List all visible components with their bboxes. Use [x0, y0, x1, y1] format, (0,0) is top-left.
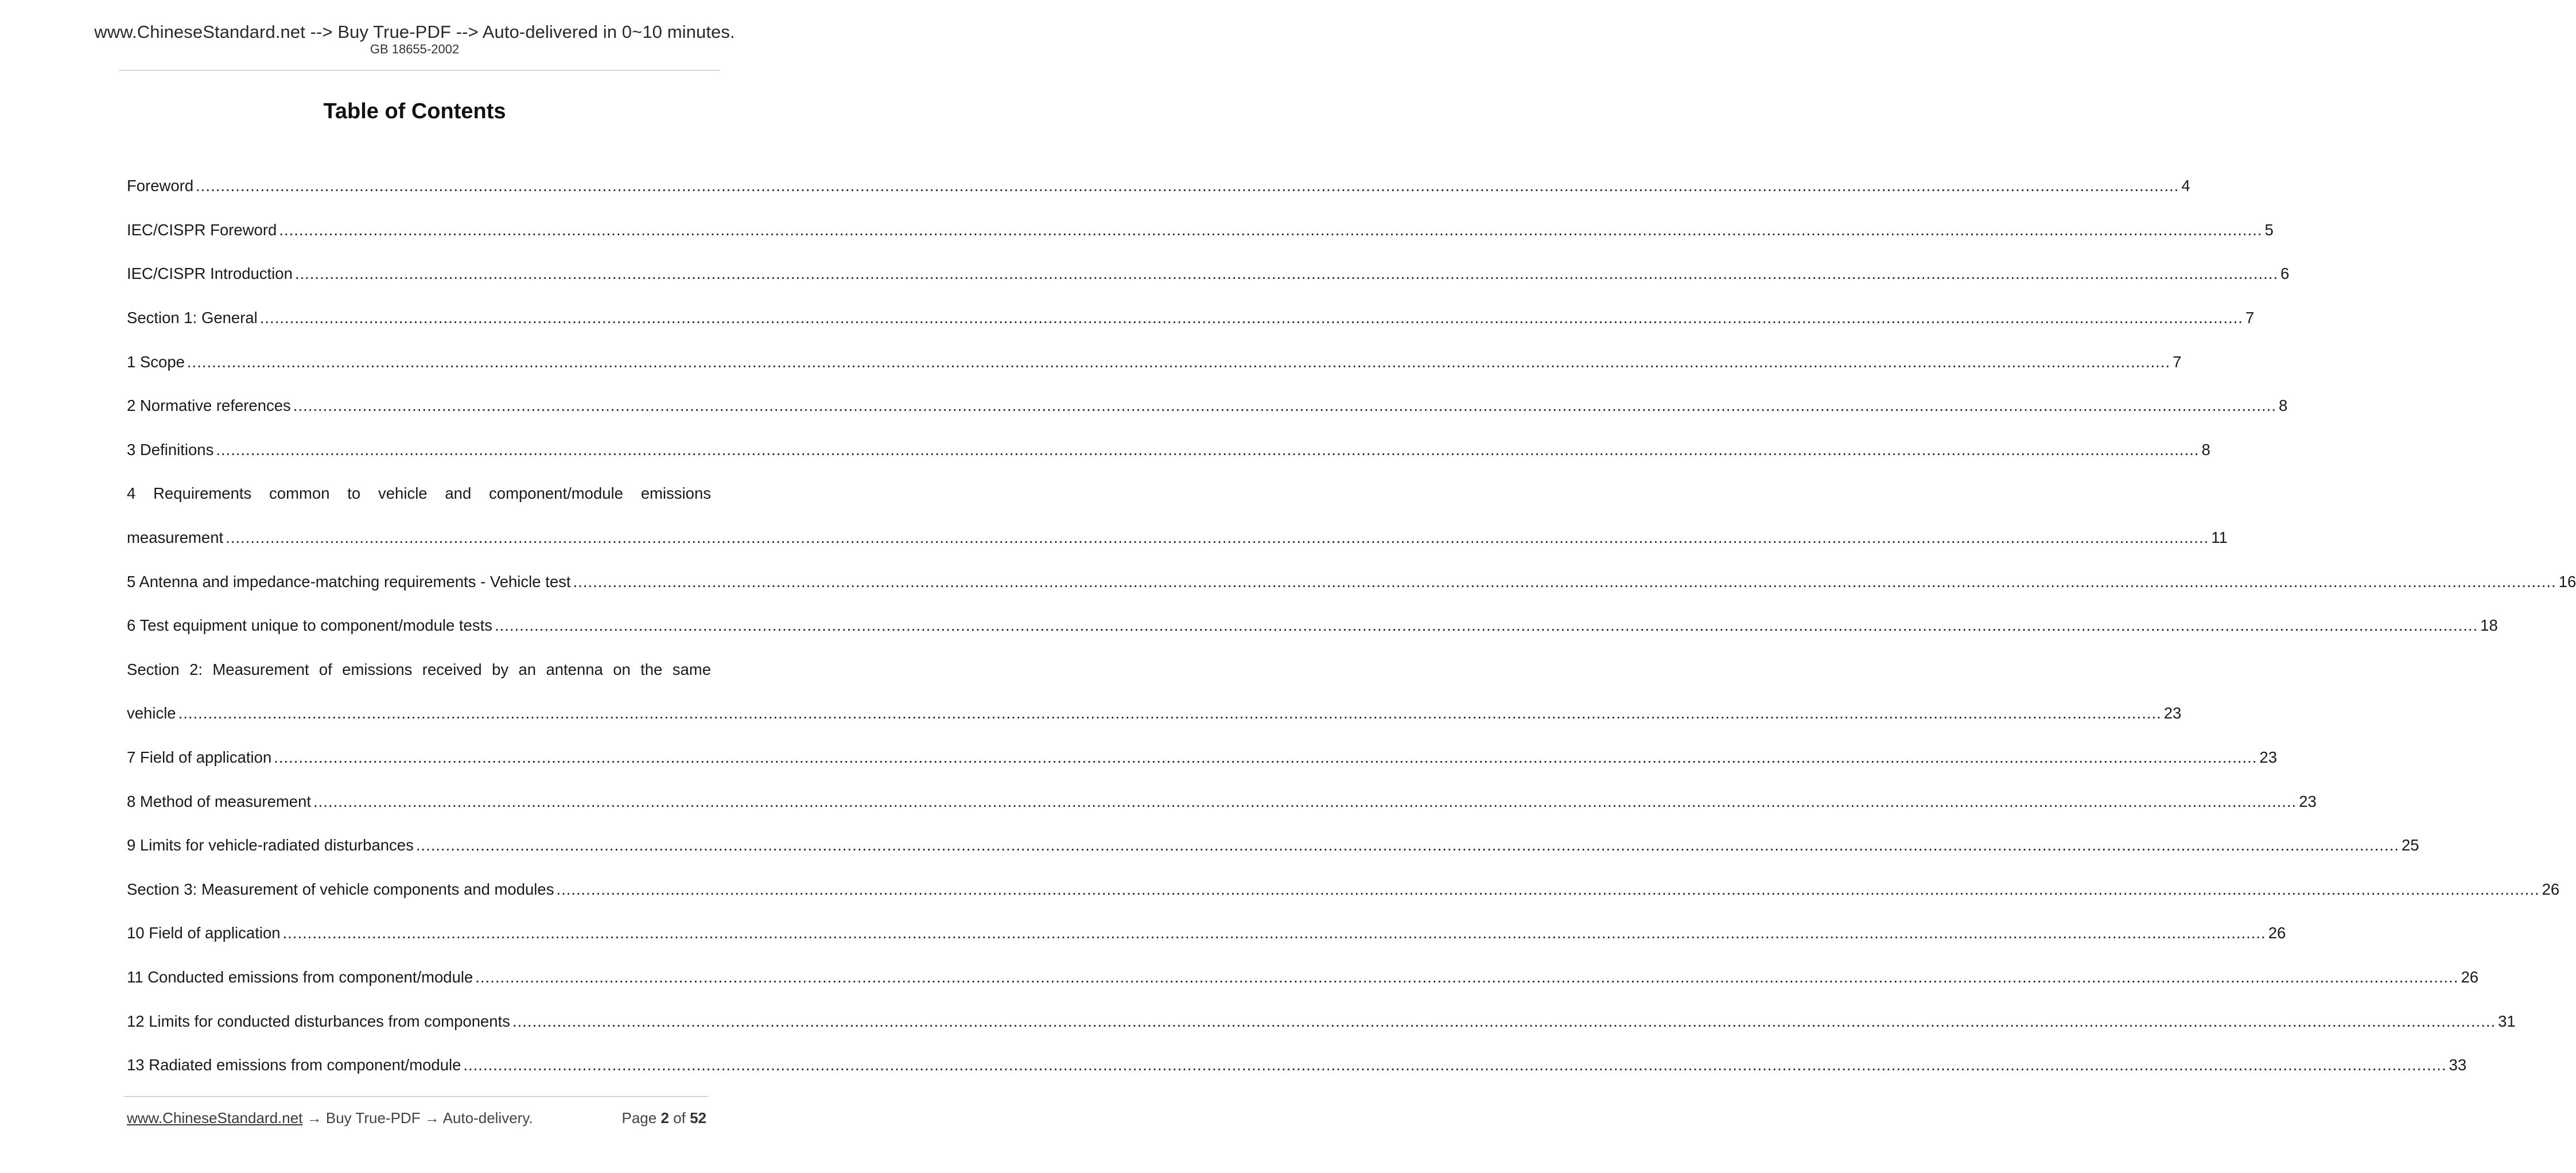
- toc-entry[interactable]: [127, 604, 2498, 648]
- toc-entry-label: Foreword: [127, 177, 194, 195]
- toc-leader-dots: ................................................................................................................................................................................................................................................................................................................................................................................................................: [573, 572, 2556, 591]
- toc-entry[interactable]: [127, 956, 2479, 1000]
- toc-entry-label: 10 Field of application: [127, 924, 281, 942]
- header-divider: [119, 70, 720, 71]
- toc-entry-label: Section 1: General: [127, 309, 258, 327]
- page-footer: [127, 1108, 706, 1128]
- toc-entry-page: 11: [2211, 529, 2228, 547]
- toc-entry[interactable]: [127, 340, 2182, 384]
- toc-entry-label: IEC/CISPR Introduction: [127, 265, 293, 283]
- toc-entry-page: 23: [2163, 704, 2182, 723]
- toc-entry-page: 25: [2401, 836, 2419, 854]
- toc-leader-dots: ................................................................................................................................................................................................................................................................................................................................................................................................................: [475, 968, 2459, 986]
- toc-entry-label: 3 Definitions: [127, 440, 214, 459]
- toc-leader-dots: ................................................................................................................................................................................................................................................................................................................................................................................................................: [294, 265, 2279, 283]
- total-pages: 52: [690, 1109, 706, 1127]
- toc-entry-page: 23: [2259, 748, 2277, 767]
- toc-entry-page: 26: [2542, 880, 2560, 898]
- toc-entry-page: 26: [2268, 924, 2286, 942]
- toc-entry-page: 33: [2449, 1056, 2467, 1074]
- toc-entry-label: 12 Limits for conducted disturbances from components: [127, 1012, 510, 1030]
- page-number: [621, 1108, 706, 1128]
- toc-entry-label: measurement: [127, 529, 224, 547]
- toc-entry-page: 8: [2201, 440, 2210, 459]
- toc-entry-page: 7: [2173, 352, 2182, 371]
- toc-entry-label: 5 Antenna and impedance-matching requirements - Vehicle test: [127, 572, 571, 591]
- toc-entry-page: 6: [2280, 265, 2290, 283]
- toc-leader-dots: ................................................................................................................................................................................................................................................................................................................................................................................................................: [415, 836, 2399, 854]
- toc-entry-first-line[interactable]: 4 Requirements common to vehicle and component/module emissions: [127, 484, 711, 503]
- toc-entry-label: 1 Scope: [127, 352, 185, 371]
- toc-entry[interactable]: [127, 1043, 2467, 1087]
- toc-leader-dots: ................................................................................................................................................................................................................................................................................................................................................................................................................: [313, 792, 2297, 810]
- toc-entry-page: 8: [2278, 397, 2288, 415]
- toc-entry-label: 9 Limits for vehicle-radiated disturbances: [127, 836, 414, 854]
- toc-entry-page: 31: [2498, 1012, 2516, 1030]
- toc-entry[interactable]: [127, 999, 2516, 1043]
- toc-entry-page: 7: [2245, 309, 2255, 327]
- toc-entry-label: 8 Method of measurement: [127, 792, 312, 810]
- toc-entry-label: Section 3: Measurement of vehicle components and modules: [127, 880, 554, 898]
- toc-leader-dots: ................................................................................................................................................................................................................................................................................................................................................................................................................: [196, 177, 2179, 195]
- toc-entry-page: 16: [2558, 572, 2576, 591]
- toc-entry-page: 23: [2299, 792, 2317, 810]
- toc-leader-dots: ................................................................................................................................................................................................................................................................................................................................................................................................................: [226, 529, 2209, 547]
- toc-entry-label: IEC/CISPR Foreword: [127, 220, 277, 239]
- toc-entry-page: 18: [2480, 616, 2498, 635]
- toc-entry[interactable]: [127, 736, 2277, 780]
- toc-entry-first-line[interactable]: Section 2: Measurement of emissions received by an antenna on the same: [127, 660, 711, 678]
- toc-entry-page: 4: [2181, 177, 2190, 195]
- page-word: Page: [621, 1109, 657, 1127]
- toc-entry[interactable]: [127, 779, 2317, 824]
- footer-promo: [127, 1108, 533, 1128]
- toc-leader-dots: ................................................................................................................................................................................................................................................................................................................................................................................................................: [216, 440, 2200, 459]
- toc-leader-dots: ................................................................................................................................................................................................................................................................................................................................................................................................................: [274, 748, 2258, 767]
- toc-leader-dots: ................................................................................................................................................................................................................................................................................................................................................................................................................: [282, 924, 2266, 942]
- toc-entry-label: 2 Normative references: [127, 397, 291, 415]
- toc-entry[interactable]: [127, 428, 2210, 472]
- toc-entry[interactable]: [127, 911, 2286, 956]
- toc-entry-label: 11 Conducted emissions from component/module: [127, 968, 473, 986]
- toc-entry-label: vehicle: [127, 704, 176, 723]
- toc-entry[interactable]: [127, 868, 2560, 912]
- toc-entry-page: 5: [2264, 220, 2274, 239]
- toc-entry-label: 6 Test equipment unique to component/module tests: [127, 616, 492, 635]
- footer-tagline: → Buy True-PDF → Auto-delivery.: [306, 1109, 533, 1127]
- toc-entry[interactable]: [127, 692, 2182, 736]
- standard-code: GB 18655-2002: [370, 42, 460, 56]
- toc-leader-dots: ................................................................................................................................................................................................................................................................................................................................................................................................................: [463, 1056, 2447, 1074]
- toc-entry[interactable]: [127, 384, 2288, 428]
- toc-leader-dots: ................................................................................................................................................................................................................................................................................................................................................................................................................: [187, 352, 2171, 371]
- toc-leader-dots: ................................................................................................................................................................................................................................................................................................................................................................................................................: [178, 704, 2162, 723]
- toc-entry-label: 7 Field of application: [127, 748, 272, 767]
- table-of-contents: [127, 164, 2576, 1087]
- toc-leader-dots: ................................................................................................................................................................................................................................................................................................................................................................................................................: [556, 880, 2540, 898]
- toc-leader-dots: ................................................................................................................................................................................................................................................................................................................................................................................................................: [495, 616, 2478, 635]
- toc-leader-dots: ................................................................................................................................................................................................................................................................................................................................................................................................................: [512, 1012, 2496, 1030]
- toc-entry[interactable]: [127, 252, 2290, 296]
- toc-entry-page: 26: [2461, 968, 2479, 986]
- toc-entry[interactable]: [127, 208, 2274, 253]
- current-page: 2: [660, 1109, 669, 1127]
- toc-entry[interactable]: [127, 296, 2255, 340]
- toc-entry-label: 13 Radiated emissions from component/module: [127, 1056, 461, 1074]
- toc-entry[interactable]: [127, 560, 2576, 604]
- toc-leader-dots: ................................................................................................................................................................................................................................................................................................................................................................................................................: [293, 397, 2276, 415]
- toc-leader-dots: ................................................................................................................................................................................................................................................................................................................................................................................................................: [259, 309, 2243, 327]
- top-banner: www.ChineseStandard.net --> Buy True-PDF --> Auto-delivered in 0~10 minutes.: [94, 22, 735, 42]
- of-word: of: [673, 1109, 686, 1127]
- toc-entry[interactable]: [127, 824, 2419, 868]
- toc-entry[interactable]: [127, 516, 2228, 560]
- footer-site-link[interactable]: www.ChineseStandard.net: [127, 1109, 303, 1127]
- toc-leader-dots: ................................................................................................................................................................................................................................................................................................................................................................................................................: [279, 220, 2263, 239]
- footer-divider: [124, 1096, 709, 1097]
- page-title: Table of Contents: [323, 99, 506, 123]
- toc-entry[interactable]: [127, 164, 2190, 208]
